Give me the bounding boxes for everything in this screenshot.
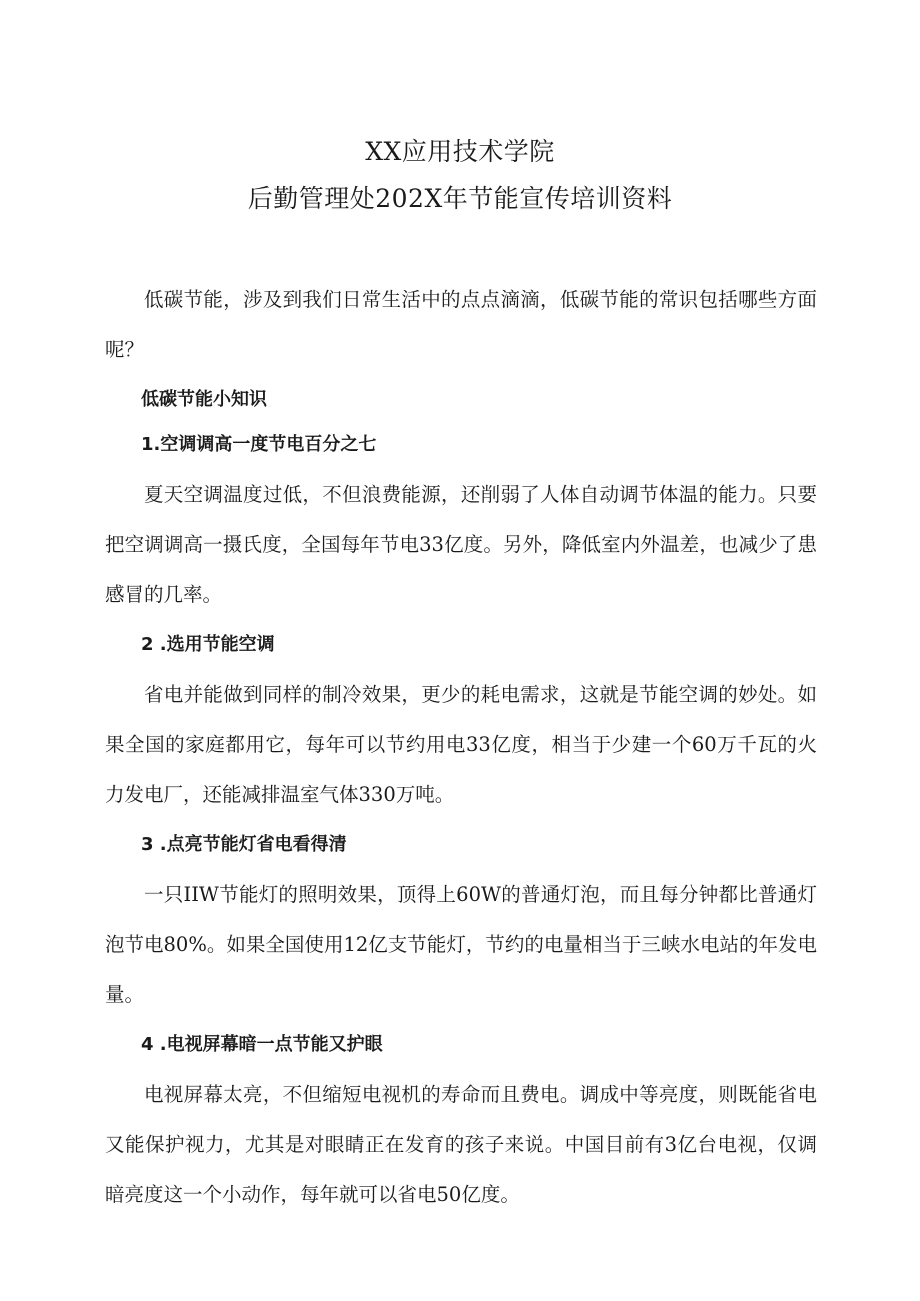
item-heading-1: 1.空调调高一度节电百分之七 xyxy=(141,434,377,455)
item-heading-3: 3 .点亮节能灯省电看得清 xyxy=(141,834,347,855)
item-heading-4: 4 .电视屏幕暗一点节能又护眼 xyxy=(141,1034,383,1055)
item-body-4: 电视屏幕太亮，不但缩短电视机的寿命而且费电。调成中等亮度，则既能省电又能保护视力，尤其是对眼睛正在发育的孩子来说。中国目前有3亿台电视，仅调暗亮度这一个小动作，每年就可以省电50亿度。 xyxy=(105,1083,817,1206)
intro-paragraph: 低碳节能，涉及到我们日常生活中的点点滴滴，低碳节能的常识包括哪些方面呢？ xyxy=(105,288,817,361)
item-body-3: 一只IIW节能灯的照明效果，顶得上60W的普通灯泡，而且每分钟都比普通灯泡节电80%。如果全国使用12亿支节能灯，节约的电量相当于三峡水电站的年发电量。 xyxy=(105,883,817,1006)
document-title-line2: 后勤管理处202X年节能宣传培训资料 xyxy=(247,184,673,213)
section-heading: 低碳节能小知识 xyxy=(141,389,267,410)
document-title-line1: XX应用技术学院 xyxy=(365,137,555,166)
item-body-2: 省电并能做到同样的制冷效果，更少的耗电需求，这就是节能空调的妙处。如果全国的家庭都用它，每年可以节约用电33亿度，相当于少建一个60万千瓦的火力发电厂，还能减排温室气体330万吨。 xyxy=(105,683,817,806)
item-heading-2: 2 .选用节能空调 xyxy=(141,634,275,655)
document-body xyxy=(105,275,817,1220)
item-body-1: 夏天空调温度过低，不但浪费能源，还削弱了人体自动调节体温的能力。只要把空调调高一摄氏度，全国每年节电33亿度。另外，降低室内外温差，也减少了患感冒的几率。 xyxy=(105,483,817,606)
